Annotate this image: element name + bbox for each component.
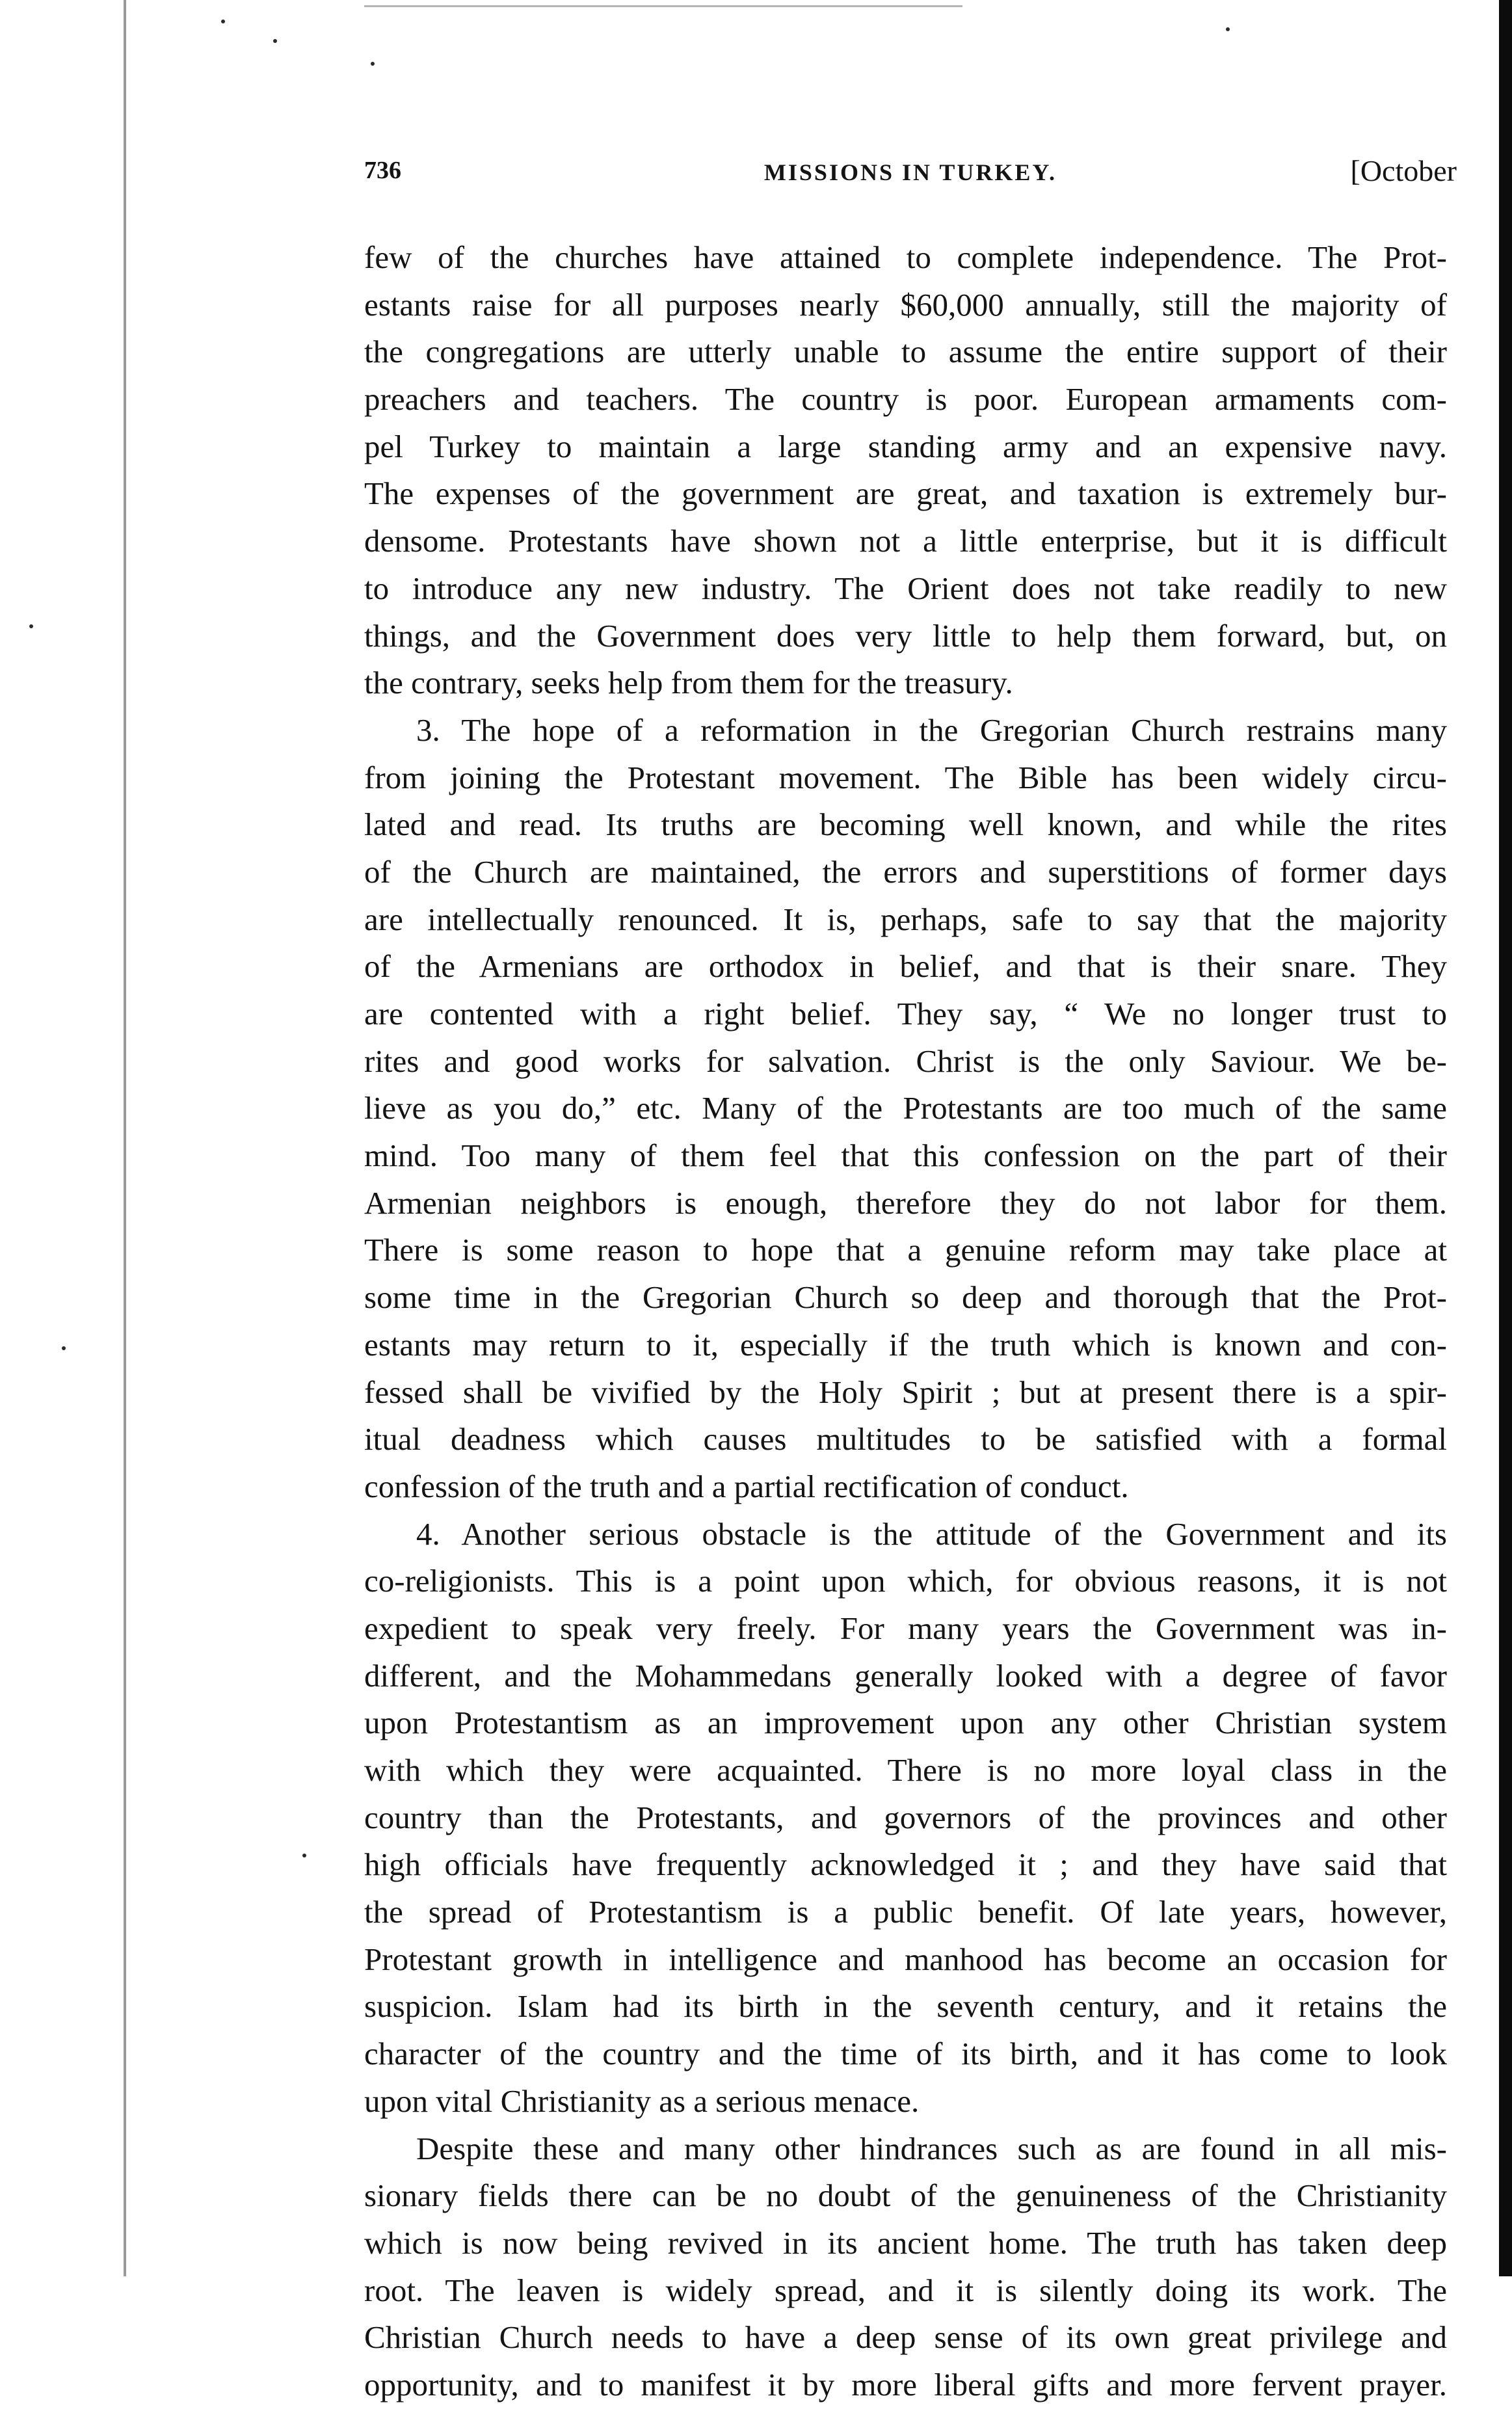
text-line: Armenian neighbors is enough, therefore they do not labor for them. <box>364 1184 1447 1221</box>
text-line: to introduce any new industry. The Orient does not take readily to new <box>364 570 1447 606</box>
scan-speck <box>273 39 277 43</box>
text-line: of the Church are maintained, the errors and superstitions of former days <box>364 853 1447 890</box>
text-line: different, and the Mohammedans generally looked with a degree of favor <box>364 1657 1447 1694</box>
scan-speck <box>29 624 33 628</box>
text-line: of the Armenians are orthodox in belief, and that is their snare. They <box>364 948 1447 985</box>
text-line: country than the Protestants, and governors of the provinces and other <box>364 1799 1447 1835</box>
text-line: the contrary, seeks help from them for the treasury. <box>364 665 1013 701</box>
text-line: sionary fields there can be no doubt of the genuineness of the Christianity <box>364 2177 1447 2214</box>
paragraph-start-line: Despite these and many other hindrances such as are found in all mis- <box>416 2130 1447 2166</box>
text-line: some time in the Gregorian Church so deep and thorough that the Prot- <box>364 1279 1447 1316</box>
text-line: the spread of Protestantism is a public benefit. Of late years, however, <box>364 1894 1447 1930</box>
text-line: preachers and teachers. The country is poor. European armaments com- <box>364 381 1447 418</box>
text-line: co-religionists. This is a point upon which, for obvious reasons, it is not <box>364 1563 1447 1599</box>
text-line: Christian Church needs to have a deep sense of its own great privilege and <box>364 2319 1447 2356</box>
running-header <box>364 150 1457 202</box>
scan-speck <box>62 1346 66 1350</box>
paragraph-start-line: 4. Another serious obstacle is the attitude of the Government and its <box>416 1515 1447 1552</box>
text-line: Protestant growth in intelligence and manhood has become an occasion for <box>364 1941 1447 1977</box>
text-line: densome. Protestants have shown not a little enterprise, but it is difficult <box>364 523 1447 559</box>
scan-speck <box>302 1854 306 1857</box>
scan-left-edge-line <box>124 0 126 2276</box>
running-title: MISSIONS IN TURKEY. <box>763 159 1057 185</box>
text-line: mind. Too many of them feel that this confession on the part of their <box>364 1138 1447 1174</box>
text-line: upon vital Christianity as a serious menace. <box>364 2083 920 2119</box>
text-line: itual deadness which causes multitudes to be satisfied with a formal <box>364 1421 1447 1457</box>
running-date: [October <box>1350 154 1457 187</box>
text-line: opportunity, and to manifest it by more liberal gifts and more fervent prayer. <box>364 2366 1447 2402</box>
scan-top-edge-line <box>364 5 962 7</box>
scan-speck <box>1226 27 1230 31</box>
text-line: estants may return to it, especially if the truth which is known and con- <box>364 1326 1447 1363</box>
text-line: with which they were acquainted. There is no more loyal class in the <box>364 1752 1447 1788</box>
text-line: high officials have frequently acknowledged it ; and they have said that <box>364 1846 1447 1883</box>
text-line: The expenses of the government are great, and taxation is extremely bur- <box>364 475 1447 512</box>
text-line: pel Turkey to maintain a large standing army and an expensive navy. <box>364 428 1447 464</box>
text-line: lieve as you do,” etc. Many of the Protestants are too much of the same <box>364 1090 1447 1126</box>
text-line: confession of the truth and a partial rectification of conduct. <box>364 1468 1129 1504</box>
text-line: estants raise for all purposes nearly $60,000 annually, still the majority of <box>364 286 1447 323</box>
text-line: There is some reason to hope that a genuine reform may take place at <box>364 1232 1447 1268</box>
text-line: expedient to speak very freely. For many years the Government was in- <box>364 1610 1447 1646</box>
paragraph-start-line: 3. The hope of a reformation in the Gregorian Church restrains many <box>416 712 1447 748</box>
text-line: rites and good works for salvation. Christ is the only Saviour. We be- <box>364 1043 1447 1079</box>
scan-speck <box>371 62 375 66</box>
scan-right-dark-edge <box>1499 0 1512 2276</box>
text-line: are intellectually renounced. It is, perhaps, safe to say that the majority <box>364 901 1447 937</box>
text-line: are contented with a right belief. They say, “ We no longer trust to <box>364 996 1447 1031</box>
text-line: few of the churches have attained to complete independence. The Prot- <box>364 239 1447 275</box>
text-line: the congregations are utterly unable to assume the entire support of their <box>364 334 1447 370</box>
text-line: root. The leaven is widely spread, and it is silently doing its work. The <box>364 2272 1447 2308</box>
text-line: from joining the Protestant movement. The Bible has been widely circu- <box>364 759 1447 795</box>
page-number: 736 <box>364 157 401 184</box>
text-line: which is now being revived in its ancient home. The truth has taken deep <box>364 2224 1447 2261</box>
text-line: upon Protestantism as an improvement upon any other Christian system <box>364 1705 1447 1741</box>
text-line: things, and the Government does very little to help them forward, but, on <box>364 617 1447 654</box>
scan-speck <box>221 20 225 23</box>
text-line: lated and read. Its truths are becoming well known, and while the rites <box>364 806 1447 843</box>
text-line: fessed shall be vivified by the Holy Spirit ; but at present there is a spir- <box>364 1374 1447 1410</box>
text-line: character of the country and the time of its birth, and it has come to look <box>364 2036 1447 2072</box>
body-text <box>364 234 1447 2409</box>
text-line: suspicion. Islam had its birth in the seventh century, and it retains the <box>364 1988 1447 2025</box>
